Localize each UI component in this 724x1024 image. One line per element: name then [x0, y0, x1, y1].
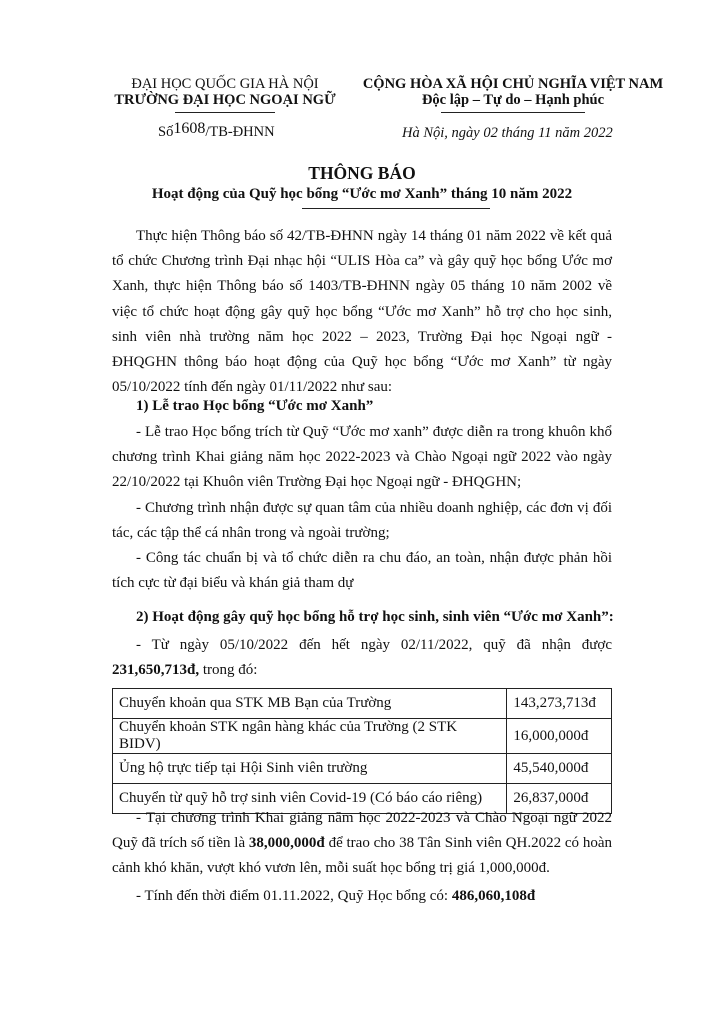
number-prefix: Số: [158, 124, 174, 140]
row-description: Chuyển khoản STK ngân hàng khác của Trường (2 STK BIDV): [113, 719, 507, 754]
number-value: 1608: [173, 120, 206, 137]
notice-subtitle: Hoạt động của Quỹ học bổng “Ước mơ Xanh” tháng 10 năm 2022: [151, 186, 573, 202]
section-2-para-1: [112, 633, 612, 683]
row-amount: 26,837,000đ: [507, 784, 612, 814]
section-1-para-3: - Công tác chuẩn bị và tổ chức diễn ra chu đáo, an toàn, nhận được phản hồi tích cực từ đại biểu và khán giả tham dự: [112, 550, 612, 592]
section-2-para-3: [112, 884, 612, 909]
title-rule: [302, 208, 490, 209]
scholarship-tail: để trao cho 38 Tân Sinh viên QH.2022 có hoàn cảnh khó khăn, vượt khó vươn lên, mỗi suất học bổng trị giá 1,000,000đ.: [112, 835, 612, 877]
row-description: Chuyển khoản qua STK MB Bạn của Trường: [113, 689, 507, 719]
table-row: [113, 719, 612, 754]
funds-received-text: - Từ ngày 05/10/2022 đến hết ngày 02/11/2022, quỹ đã nhận được: [136, 637, 612, 653]
fund-balance-amount: 486,060,108đ: [451, 888, 536, 904]
place-date: Hà Nội, ngày 02 tháng 11 năm 2022: [402, 125, 613, 141]
table-row: [113, 754, 612, 784]
country-motto: Độc lập – Tự do – Hạnh phúc: [421, 92, 605, 108]
scholarship-amount: 38,000,000đ: [248, 835, 325, 852]
intro-paragraph: Thực hiện Thông báo số 42/TB-ĐHNN ngày 14 tháng 01 năm 2022 về kết quả tổ chức Chương trình Đại nhạc hội “ULIS Hòa ca” và gây quỹ học bổng Ước mơ Xanh, thực hiện Thông báo số 1403/TB-ĐHNN ngày 05 tháng 10 năm 2002 về việc tổ chức hoạt động gây quỹ học bổng “Ước mơ Xanh” hỗ trợ cho học sinh, sinh viên nhà trường năm học 2022 – 2023, Trường Đại học Ngoại ngữ - ĐHQGHN thông báo hoạt động của Quỹ học bổng “Ước mơ Xanh” từ ngày 05/10/2022 tính đến ngày 01/11/2022 như sau:: [112, 228, 612, 396]
number-suffix: /TB-ĐHNN: [205, 124, 275, 140]
scholarship-text: - Tại chương trình Khai giảng năm học 2022-2023 và Chào Ngoại ngữ 2022 Quỹ đã trích số tiền là: [112, 810, 612, 852]
row-description: Chuyển từ quỹ hỗ trợ sinh viên Covid-19 (Có báo cáo riêng): [113, 784, 507, 814]
row-amount: 45,540,000đ: [507, 754, 612, 784]
school-name: TRƯỜNG ĐẠI HỌC NGOẠI NGỮ: [114, 92, 336, 108]
funds-table: [112, 688, 612, 814]
section-2-heading: 2) Hoạt động gây quỹ học bổng hỗ trợ học sinh, sinh viên “Ước mơ Xanh”:: [136, 609, 614, 625]
section-2-para-2: [112, 806, 612, 882]
notice-title: THÔNG BÁO: [308, 163, 416, 183]
funds-received-amount: 231,650,713đ,: [112, 662, 200, 679]
document-number: [158, 120, 275, 141]
right-header-rule: [441, 112, 585, 113]
row-amount: 143,273,713đ: [507, 689, 612, 719]
section-1-heading: 1) Lễ trao Học bổng “Ước mơ Xanh”: [136, 398, 374, 414]
section-1-para-2: - Chương trình nhận được sự quan tâm của nhiều doanh nghiệp, các đơn vị đối tác, các tập thể cá nhân trong và ngoài trường;: [112, 500, 612, 542]
country-name: CỘNG HÒA XÃ HỘI CHỦ NGHĨA VIỆT NAM: [362, 76, 664, 92]
table-row: [113, 689, 612, 719]
section-1-para-1: - Lễ trao Học bổng trích từ Quỹ “Ước mơ xanh” được diễn ra trong khuôn khổ chương trình Khai giảng năm học 2022-2023 và Chào Ngoại ngữ 2022 vào ngày 22/10/2022 tại Khuôn viên Trường Đại học Ngoại ngữ - ĐHQGHN;: [112, 424, 612, 491]
left-header-rule: [175, 112, 275, 113]
university-name: ĐẠI HỌC QUỐC GIA HÀ NỘI: [131, 76, 319, 92]
fund-balance-text: - Tính đến thời điểm 01.11.2022, Quỹ Học bổng có:: [136, 888, 452, 904]
row-amount: 16,000,000đ: [507, 719, 612, 754]
row-description: Ủng hộ trực tiếp tại Hội Sinh viên trường: [113, 754, 507, 784]
funds-received-tail: trong đó:: [199, 662, 258, 679]
